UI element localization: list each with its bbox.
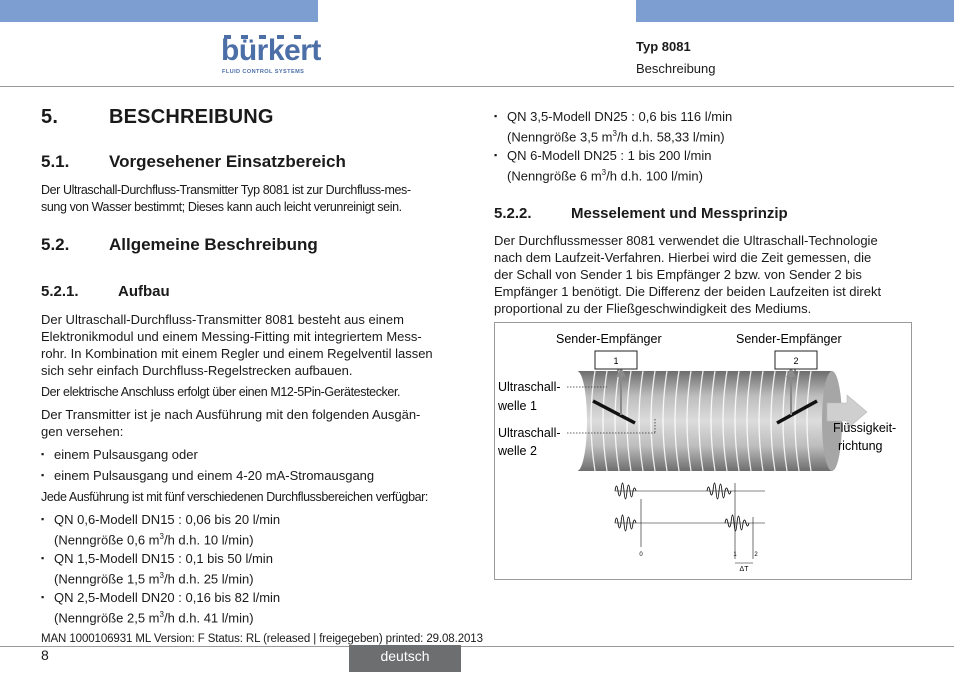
flow-label-line-2: richtung — [838, 439, 883, 453]
text-line: Der Ultraschall-Durchfluss-Transmitter Typ 8081 ist zur Durchfluss-mes- — [41, 183, 411, 197]
principle-diagram — [495, 323, 911, 579]
sender-receiver-2-label: Sender-Empfänger — [736, 332, 842, 346]
aufbau-paragraph-2: Der elektrische Anschluss erfolgt über einen M12-5Pin-Gerätestecker. — [41, 385, 401, 399]
wave-2-label-line-1: Ultraschall- — [498, 426, 561, 440]
section-title: Vorgesehener Einsatzbereich — [109, 152, 346, 171]
header-band-left — [0, 0, 318, 22]
wave-1-label-line-1: Ultraschall- — [498, 380, 561, 394]
bullet: ▪ — [41, 514, 45, 524]
range-nominal: (Nenngröße 2,5 $m^3/h$ d.h. 41 l/min) — [54, 610, 254, 626]
document-info-line: MAN 1000106931 ML Version: F Status: RL (released | freigegeben) printed: 29.08.2013 — [41, 633, 483, 645]
bullet: ▪ — [41, 470, 45, 480]
item-text: einem Pulsausgang und einem 4-20 mA-Stromausgang — [54, 468, 375, 483]
header-rule — [0, 86, 954, 87]
logo-wordmark: bürkert — [221, 34, 321, 67]
bullet: ▪ — [41, 553, 45, 563]
text-line: proportional zu der Fließgeschwindigkeit des Mediums. — [494, 301, 812, 316]
language-tab: deutsch — [349, 645, 461, 672]
item-text: einem Pulsausgang oder — [54, 447, 198, 462]
section-title: Messelement und Messprinzip — [571, 205, 788, 222]
range-line: QN 6-Modell DN25 : 1 bis 200 l/min — [507, 148, 712, 163]
text-line: rohr. In Kombination mit einem Regler und einem Regelventil lassen — [41, 346, 433, 361]
section-5-1-heading — [41, 152, 346, 172]
section-number: 5.2.1. — [41, 283, 79, 300]
section-number: 5. — [41, 106, 59, 128]
measuring-principle-figure — [494, 322, 912, 580]
pipe-left-end — [567, 371, 587, 471]
range-item — [41, 550, 273, 587]
range-line: QN 1,5-Modell DN15 : 0,1 bis 50 l/min — [54, 551, 273, 566]
bullet: ▪ — [41, 592, 45, 602]
range-line: QN 0,6-Modell DN15 : 0,06 bis 20 l/min — [54, 512, 281, 527]
range-nominal: (Nenngröße 1,5 $m^3/h$ d.h. 25 l/min) — [54, 571, 254, 587]
wave-1-label-line-2: welle 1 — [498, 399, 537, 413]
header-section-label: Beschreibung — [636, 61, 716, 76]
aufbau-paragraph-4: Jede Ausführung ist mit fünf verschiedenen Durchflussbereichen verfügbar: — [41, 490, 429, 504]
footer-rule — [0, 646, 954, 647]
text-line: sung von Wasser bestimmt; Dieses kann auch leicht verunreinigt sein. — [41, 200, 402, 214]
page-number: 8 — [41, 647, 49, 663]
text-line: nach dem Laufzeit-Verfahren. Hierbei wird die Zeit gemessen, die — [494, 250, 872, 265]
burkert-logo — [221, 34, 321, 78]
section-5-2-heading — [41, 235, 318, 255]
wave-2-label-line-2: welle 2 — [498, 444, 537, 458]
text-line: gen versehen: — [41, 424, 124, 439]
bullet: ▪ — [494, 150, 498, 160]
range-nominal: (Nenngröße 6 $m^3/h$ d.h. 100 l/min) — [507, 168, 703, 184]
delta-t-label: ΔT — [739, 566, 749, 573]
range-line: QN 3,5-Modell DN25 : 0,6 bis 116 l/min — [507, 109, 733, 124]
aufbau-paragraph-1 — [41, 311, 433, 379]
time-label-0: 0 — [639, 552, 643, 558]
text-line: Empfänger 1 benötigt. Die Differenz der beiden Laufzeiten ist direkt — [494, 284, 882, 299]
range-item — [494, 147, 712, 184]
section-title: Allgemeine Beschreibung — [109, 235, 318, 254]
section-number: 5.2.2. — [494, 205, 532, 222]
text-line: der Schall von Sender 1 bis Empfänger 2 bzw. von Sender 2 bis — [494, 267, 862, 282]
bullet: ▪ — [494, 111, 498, 121]
section-number: 5.2. — [41, 235, 70, 254]
output-item — [41, 446, 198, 463]
header-band-right — [636, 0, 954, 22]
range-nominal: (Nenngröße 3,5 $m^3/h$ d.h. 58,33 l/min) — [507, 129, 725, 145]
text-line: Der Transmitter ist je nach Ausführung mit den folgenden Ausgän- — [41, 407, 421, 422]
text-line: sich sehr einfach Durchfluss-Regelstrecken aufbauen. — [41, 363, 353, 378]
section-5-2-2-heading — [494, 205, 788, 222]
output-item — [41, 467, 375, 484]
time-label-2: 2 — [754, 552, 758, 558]
aufbau-paragraph-3 — [41, 406, 420, 440]
section-5-1-text — [41, 182, 411, 216]
text-line: Elektronikmodul und einem Messing-Fitting mit integriertem Mess- — [41, 329, 422, 344]
section-title: BESCHREIBUNG — [109, 106, 274, 128]
section-title: Aufbau — [118, 283, 170, 300]
signal-waveforms — [615, 483, 749, 531]
range-item — [41, 589, 281, 626]
range-item — [41, 511, 281, 548]
section-5-2-2-text — [494, 232, 881, 317]
range-item — [494, 108, 733, 145]
text-line: Der Durchflussmesser 8081 verwendet die Ultraschall-Technologie — [494, 233, 878, 248]
sensor-box-1-label: 1 — [613, 356, 619, 366]
range-line: QN 2,5-Modell DN20 : 0,16 bis 82 l/min — [54, 590, 281, 605]
range-nominal: (Nenngröße 0,6 $m^3/h$ d.h. 10 l/min) — [54, 532, 254, 548]
section-5-heading — [41, 106, 274, 129]
product-type: Typ 8081 — [636, 39, 691, 54]
section-5-2-1-heading — [41, 283, 170, 300]
text-line: Der Ultraschall-Durchfluss-Transmitter 8081 besteht aus einem — [41, 312, 404, 327]
sensor-box-2-label: 2 — [793, 356, 799, 366]
bullet: ▪ — [41, 449, 45, 459]
logo-tagline: FLUID CONTROL SYSTEMS — [222, 69, 305, 75]
flow-label-line-1: Flüssigkeit- — [833, 421, 897, 435]
sender-receiver-1-label: Sender-Empfänger — [556, 332, 662, 346]
section-number: 5.1. — [41, 152, 70, 171]
time-label-1: 1 — [733, 552, 737, 558]
